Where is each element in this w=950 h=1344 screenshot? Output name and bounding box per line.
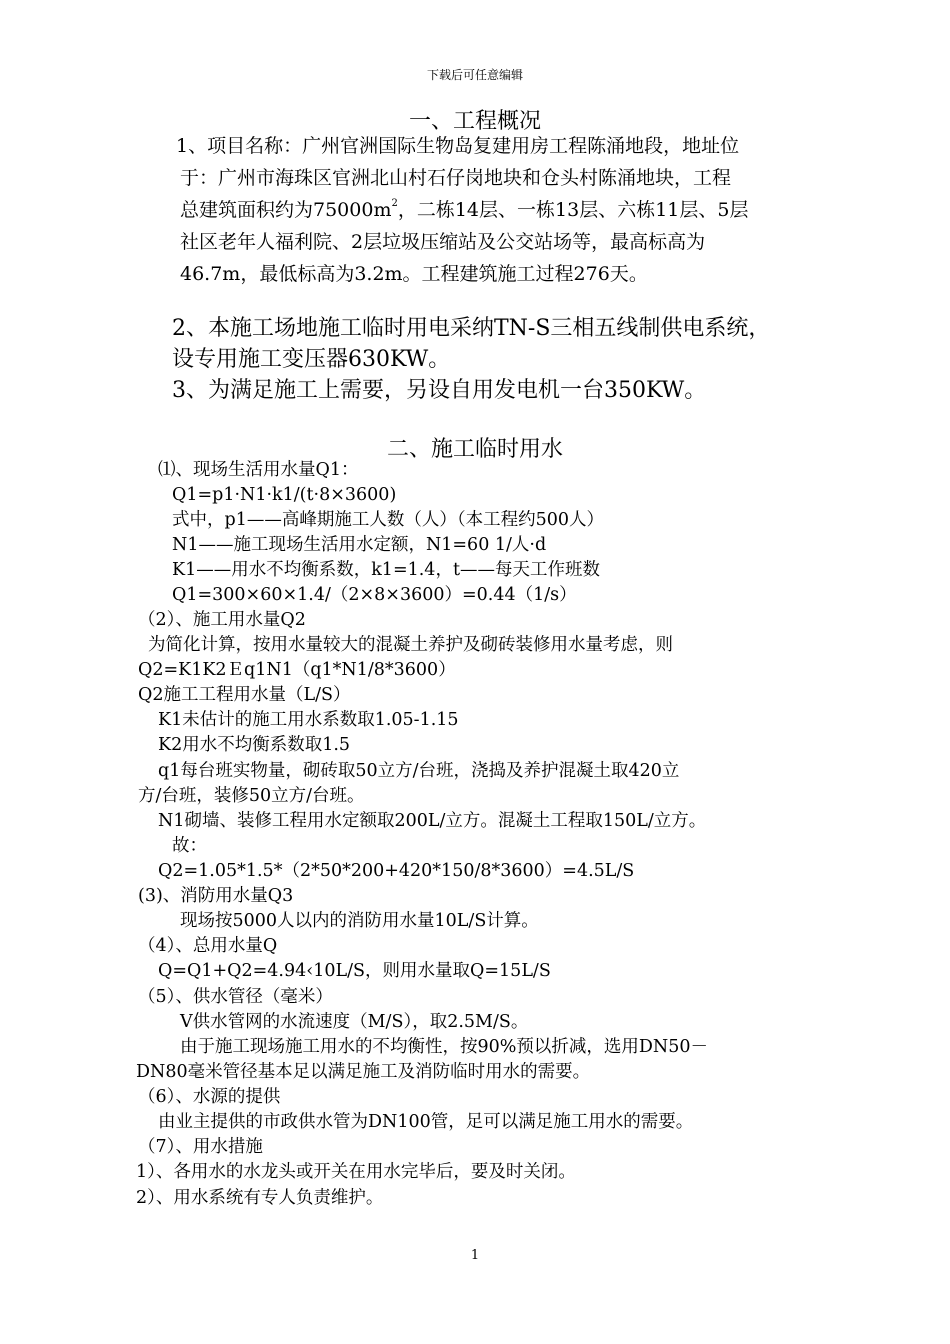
s1-item1-line3-pre: 总建筑面积约为75000m bbox=[180, 199, 392, 221]
s2-line: （4）、总用水量Q bbox=[138, 936, 278, 956]
s2-line: Q2=1.05*1.5*（2*50*200+420*150/8*3600）=4.5L/S bbox=[158, 861, 635, 881]
s2-line: Q1=300×60×1.4/（2×8×3600）=0.44（1/s） bbox=[172, 585, 577, 605]
s2-line: 现场按5000人以内的消防用水量10L/S计算。 bbox=[180, 911, 539, 931]
s2-line: N1——施工现场生活用水定额，N1=60 1/人·d bbox=[172, 535, 547, 555]
s2-line: 式中，p1——高峰期施工人数（人）（本工程约500人） bbox=[172, 510, 604, 530]
s1-item1-line3-post: ，二栋14层、一栋13层、六栋11层、5层 bbox=[397, 199, 749, 221]
s1-item1-line3-sup: 2 bbox=[391, 198, 398, 209]
page-number: 1 bbox=[470, 1248, 480, 1263]
s2-line: ⑴、现场生活用水量Q1： bbox=[158, 460, 359, 480]
s2-line: K1——用水不均衡系数，k1=1.4，t——每天工作班数 bbox=[172, 560, 600, 580]
s1-item2-line1: 2、本施工场地施工临时用电采纳TN-S三相五线制供电系统， bbox=[172, 316, 771, 341]
s2-line: Q2=K1K2Ｅq1N1（q1*N1/8*3600） bbox=[138, 660, 456, 680]
s1-item1-line4: 社区老年人福利院、2层垃圾压缩站及公交站场等，最高标高为 bbox=[180, 231, 706, 253]
s2-line: 由业主提供的市政供水管为DN100管，足可以满足施工用水的需要。 bbox=[158, 1112, 694, 1132]
s2-line: （2）、施工用水量Q2 bbox=[138, 610, 306, 630]
s2-line: Q1=p1·N1·k1/(t·8×3600) bbox=[172, 485, 397, 505]
s2-line: （6）、水源的提供 bbox=[138, 1087, 281, 1107]
s2-line: V供水管网的水流速度（M/S），取2.5M/S。 bbox=[180, 1012, 529, 1032]
s2-line: 方/台班，装修50立方/台班。 bbox=[138, 786, 365, 806]
s2-line: (3)、消防用水量Q3 bbox=[138, 886, 294, 906]
section2-title: 二、施工临时用水 bbox=[386, 437, 563, 462]
s2-line: 1）、各用水的水龙头或开关在用水完毕后，要及时关闭。 bbox=[136, 1162, 576, 1182]
s2-line: Q=Q1+Q2=4.94‹10L/S，则用水量取Q=15L/S bbox=[158, 961, 551, 981]
s1-item1-line1: 1、项目名称：广州官洲国际生物岛复建用房工程陈涌地段，地址位 bbox=[176, 135, 740, 157]
s2-line: N1砌墙、装修工程用水定额取200L/立方。混凝土工程取150L/立方。 bbox=[158, 811, 707, 831]
s2-line: （5）、供水管径（毫米） bbox=[138, 987, 333, 1007]
s2-line: 2）、用水系统有专人负责维护。 bbox=[136, 1188, 384, 1208]
s1-item1-line5: 46.7m，最低标高为3.2m。工程建筑施工过程276天。 bbox=[180, 263, 648, 285]
s2-line: （7）、用水措施 bbox=[138, 1137, 263, 1157]
s1-item1-line2: 于：广州市海珠区官洲北山村石仔岗地块和仓头村陈涌地块，工程 bbox=[180, 167, 732, 189]
s1-item2-line2: 设专用施工变压器630KW。 bbox=[172, 347, 451, 372]
s2-line: q1每台班实物量，砌砖取50立方/台班，浇捣及养护混凝土取420立 bbox=[158, 761, 680, 781]
section1-title: 一、工程概况 bbox=[408, 109, 541, 134]
s2-line: Q2施工工程用水量（L/S） bbox=[138, 685, 351, 705]
s2-line: 由于施工现场施工用水的不均衡性，按90%预以折减，选用DN50－ bbox=[180, 1037, 709, 1057]
s2-line: DN80毫米管径基本足以满足施工及消防临时用水的需要。 bbox=[136, 1062, 591, 1082]
s2-line: K2用水不均衡系数取1.5 bbox=[158, 735, 351, 755]
s1-item3: 3、为满足施工上需要，另设自用发电机一台350KW。 bbox=[172, 378, 707, 403]
s2-line: K1未估计的施工用水系数取1.05-1.15 bbox=[158, 710, 459, 730]
s2-line: 故： bbox=[172, 836, 207, 856]
s1-item1-line3 bbox=[180, 198, 749, 221]
s2-line: 为简化计算，按用水量较大的混凝土养护及砌砖装修用水量考虑，则 bbox=[148, 635, 673, 655]
header-note: 下载后可任意编辑 bbox=[426, 68, 523, 82]
